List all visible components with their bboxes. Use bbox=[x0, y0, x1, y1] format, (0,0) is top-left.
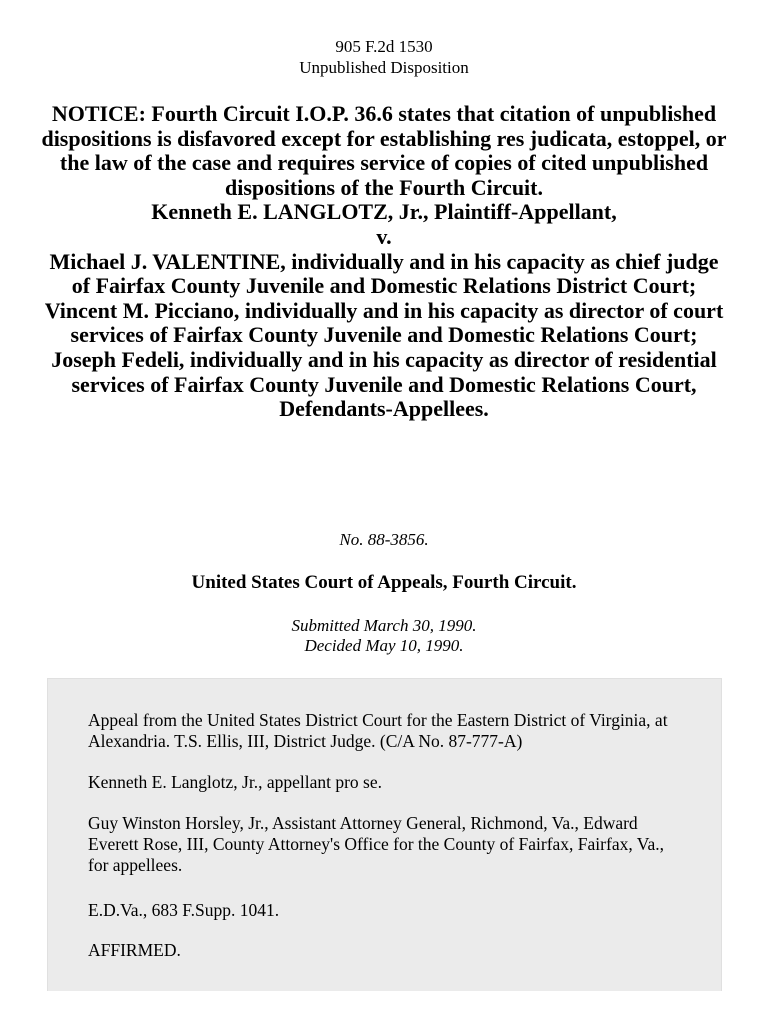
docket-number: No. 88-3856. bbox=[339, 530, 429, 549]
case-heading bbox=[40, 102, 728, 422]
case-dates bbox=[0, 616, 768, 656]
submitted-date: Submitted March 30, 1990. bbox=[291, 616, 477, 635]
case-result: AFFIRMED. bbox=[88, 940, 181, 960]
citation-header bbox=[0, 36, 768, 78]
disposition-type: Unpublished Disposition bbox=[299, 58, 469, 77]
appeal-from-text: Appeal from the United States District Court for the Eastern District of Virginia, at Alexandria. T.S. Ellis, III, District Judge. (C/A No. 87-777-A) bbox=[88, 710, 668, 751]
decided-date: Decided May 10, 1990. bbox=[304, 636, 464, 655]
court-name: United States Court of Appeals, Fourth Circuit. bbox=[191, 572, 577, 593]
case-summary-box bbox=[47, 678, 722, 991]
versus-text: v. bbox=[376, 223, 392, 249]
reporter-citation: 905 F.2d 1530 bbox=[335, 37, 433, 56]
lower-court-citation: E.D.Va., 683 F.Supp. 1041. bbox=[88, 900, 280, 920]
plaintiff-name: Kenneth E. LANGLOTZ, Jr., Plaintiff-Appellant, bbox=[151, 199, 617, 225]
notice-text: NOTICE: Fourth Circuit I.O.P. 36.6 states that citation of unpublished dispositions is disfavored except for establishing res judicata, estoppel, or the law of the case and requires service of copies of cited unpublished dispositions of the Fourth Circuit. bbox=[41, 101, 727, 200]
appellant-counsel-text: Kenneth E. Langlotz, Jr., appellant pro se. bbox=[88, 772, 383, 792]
defendants-names: Michael J. VALENTINE, individually and in his capacity as chief judge of Fairfax County Juvenile and Domestic Relations District Court; Vincent M. Picciano, individually and in his capacity as director of court services of Fairfax County Juvenile and Domestic Relations Court; Joseph Fedeli, individually and in his capacity as director of residential services of Fairfax County Juvenile and Domestic Relations Court, Defendants-Appellees. bbox=[44, 248, 724, 422]
appellee-counsel-text: Guy Winston Horsley, Jr., Assistant Attorney General, Richmond, Va., Edward Everett Rose, III, County Attorney's Office for the County of Fairfax, Fairfax, Va., for appellees. bbox=[88, 813, 664, 875]
